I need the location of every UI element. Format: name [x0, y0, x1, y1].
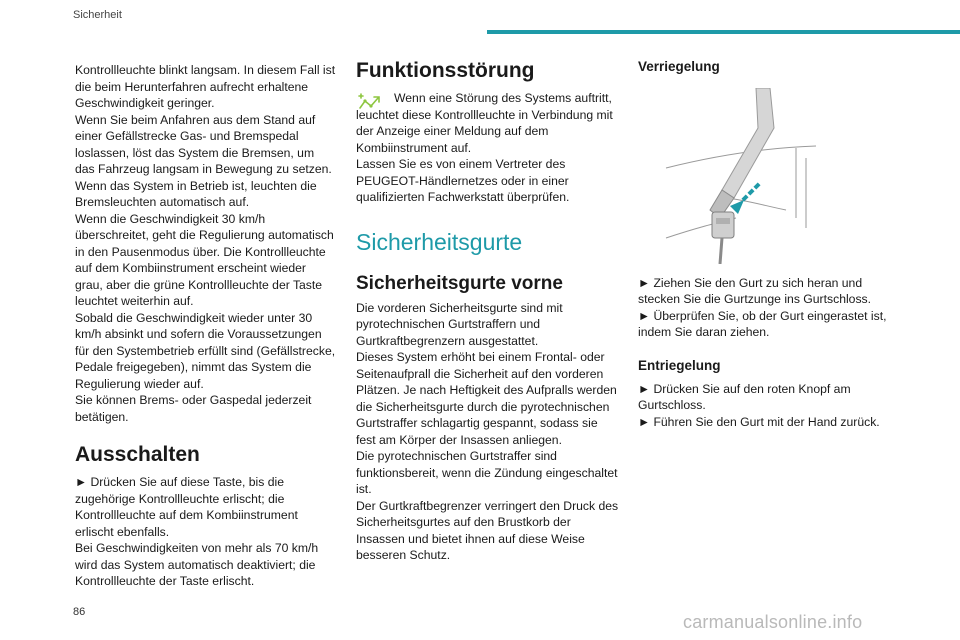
paragraph-verriegelung: ► Ziehen Sie den Gurt zu sich heran und stecken Sie die Gurtzunge ins Gurtschloss. ► Überprüfen Sie, ob der Gurt eingerastet ist, indem Sie daran ziehen.	[638, 275, 887, 339]
heading-verriegelung: Verriegelung	[638, 59, 720, 74]
page-number: 86	[73, 606, 86, 618]
column-middle	[356, 58, 620, 564]
heading-ausschalten: Ausschalten	[75, 443, 200, 466]
heading-entriegelung: Entriegelung	[638, 357, 721, 373]
warning-light-icon	[356, 92, 386, 112]
heading-funktionsstoerung: Funktionsstörung	[356, 59, 535, 82]
paragraph-entriegelung: ► Drücken Sie auf den roten Knopf am Gurtschloss. ► Führen Sie den Gurt mit der Hand zurück.	[638, 381, 880, 429]
section-title-sicherheitsgurte: Sicherheitsgurte	[356, 228, 523, 255]
paragraph-gurte-vorne: Die vorderen Sicherheitsgurte sind mit pyrotechnischen Gurtstraffern und Gurtkraftbegrenzern ausgestattet. Dieses System erhöht bei einem Frontal- oder Seitenaufprall die Sicherheit auf den vorderen Plätzen. Je nach Heftigkeit des Aufpralls werden die Sicherheitsgurte durch die pyrotechnischen Gurtstraffer schlagartig gespannt, sodass sie fest am Körper der Insassen anliegen. Die pyrotechnischen Gurtstraffer sind funktionsbereit, wenn die Zündung eingeschaltet ist. Der Gurtkraftbegrenzer verringert den Druck des Sicherheitsgurtes auf den Brustkorb der Insassen und bietet ihnen auf diese Weise besseren Schutz.	[356, 300, 619, 562]
paragraph-regulation: Kontrollleuchte blinkt langsam. In diesem Fall ist die beim Herunterfahren aufrecht erhaltene Geschwindigkeit geringer. Wenn Sie beim Anfahren aus dem Stand auf einer Gefällstrecke Gas- und Bremspedal loslassen, löst das System die Bremsen, um das Fahrzeug langsam in Bewegung zu setzen. Wenn das System in Betrieb ist, leuchten die Bremsleuchten automatisch auf. Wenn die Geschwindigkeit 30 km/h überschreitet, geht die Regulierung automatisch in den Pausenmodus über. Die Kontrollleuchte auf dem Kombiinstrument erscheint wieder grau, aber die grüne Kontrollleuchte der Taste leuchtet weiterhin auf. Sobald die Geschwindigkeit wieder unter 30 km/h absinkt und sofern die Voraussetzungen für den Systembetrieb erfüllt sind (Gefällstrecke, Pedale freigegeben), nimmt das System die Regulierung wieder auf. Sie können Brems- oder Gaspedal jederzeit betätigen.	[75, 63, 336, 424]
watermark: carmanualsonline.info	[683, 612, 863, 632]
header-section-title: Sicherheit	[73, 9, 122, 21]
warning-block	[356, 90, 620, 206]
paragraph-ausschalten: ► Drücken Sie auf diese Taste, bis die zugehörige Kontrollleuchte erlischt; die Kontrollleuchte auf dem Kombiinstrument erlischt ebenfalls. Bei Geschwindigkeiten von mehr als 70 km/h wird das System automatisch deaktiviert; die Kontrollleuchte der Taste erlischt.	[75, 475, 319, 588]
column-left	[75, 62, 337, 590]
paragraph-funktionsstoerung: Wenn eine Störung des Systems auftritt, leuchtet diese Kontrollleuchte in Verbindung mit der Anzeige einer Meldung auf dem Kombiinstrument auf. Lassen Sie es von einem Vertreter des PEUGEOT-Händlernetzes oder in einer qualifizierten Fachwerkstatt überprüfen.	[356, 91, 613, 204]
seatbelt-illustration	[646, 88, 830, 264]
column-right	[638, 58, 900, 430]
heading-gurte-vorne: Sicherheitsgurte vorne	[356, 272, 563, 294]
header-accent-bar	[487, 30, 960, 34]
